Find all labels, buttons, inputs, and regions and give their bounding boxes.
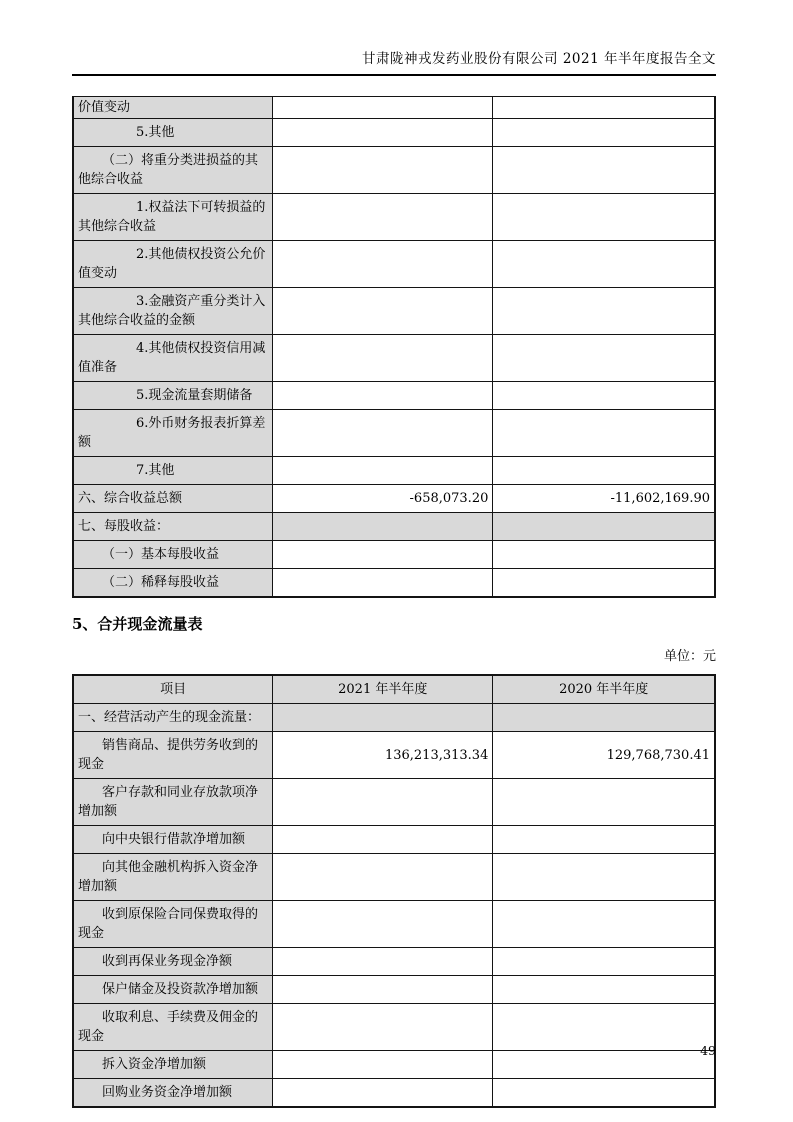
value-cell (273, 1051, 493, 1079)
value-cell (273, 119, 493, 147)
value-cell (273, 97, 493, 119)
value-cell (273, 826, 493, 854)
row-label-cell: （二）将重分类进损益的其他综合收益 (73, 147, 273, 194)
value-cell (273, 194, 493, 241)
value-cell: 129,768,730.41 (493, 732, 715, 779)
value-cell (493, 541, 715, 569)
row-label-cell: （二）稀释每股收益 (73, 569, 273, 598)
value-cell (493, 457, 715, 485)
table-row (73, 241, 715, 288)
table-row (73, 1079, 715, 1108)
value-cell (273, 976, 493, 1004)
value-cell (493, 335, 715, 382)
row-label-cell: （一）基本每股收益 (73, 541, 273, 569)
value-cell (493, 779, 715, 826)
value-cell (493, 1051, 715, 1079)
value-cell (493, 704, 715, 732)
value-cell (273, 1004, 493, 1051)
value-cell (273, 335, 493, 382)
value-cell (493, 194, 715, 241)
value-cell (273, 288, 493, 335)
row-label-cell: 3.金融资产重分类计入其他综合收益的金额 (73, 288, 273, 335)
row-label-cell: 六、综合收益总额 (73, 485, 273, 513)
row-label-cell: 收到再保业务现金净额 (73, 948, 273, 976)
value-cell (273, 410, 493, 457)
table-row (73, 147, 715, 194)
table-row (73, 901, 715, 948)
value-cell (493, 1079, 715, 1108)
unit-label: 单位：元 (663, 649, 716, 664)
value-cell (273, 569, 493, 598)
row-label-cell: 拆入资金净增加额 (73, 1051, 273, 1079)
row-label-cell: 价值变动 (73, 97, 273, 119)
value-cell: -658,073.20 (273, 485, 493, 513)
value-cell (273, 704, 493, 732)
value-cell (273, 1079, 493, 1108)
value-cell (493, 288, 715, 335)
table-row (73, 569, 715, 598)
value-cell (273, 854, 493, 901)
value-cell (493, 410, 715, 457)
row-label-cell: 5.现金流量套期储备 (73, 382, 273, 410)
value-cell: 136,213,313.34 (273, 732, 493, 779)
row-label-cell: 七、每股收益： (73, 513, 273, 541)
table-row (73, 119, 715, 147)
value-cell (273, 241, 493, 288)
page-number: 49 (700, 1043, 716, 1058)
value-cell (493, 241, 715, 288)
value-cell (493, 382, 715, 410)
table-row (73, 382, 715, 410)
table-row (73, 779, 715, 826)
table-row (73, 541, 715, 569)
table-row (73, 513, 715, 541)
value-cell (273, 382, 493, 410)
value-cell (493, 147, 715, 194)
value-cell: -11,602,169.90 (493, 485, 715, 513)
row-label-cell: 回购业务资金净增加额 (73, 1079, 273, 1108)
value-cell (273, 948, 493, 976)
value-cell (273, 779, 493, 826)
value-cell (273, 901, 493, 948)
column-header: 2021 年半年度 (273, 675, 493, 704)
table-row (73, 288, 715, 335)
value-cell (493, 948, 715, 976)
value-cell (273, 541, 493, 569)
table-row (73, 335, 715, 382)
row-label-cell: 1.权益法下可转损益的其他综合收益 (73, 194, 273, 241)
table-row (73, 732, 715, 779)
value-cell (493, 901, 715, 948)
table-row (73, 457, 715, 485)
column-header: 项目 (73, 675, 273, 704)
table-row (73, 826, 715, 854)
row-label-cell: 5.其他 (73, 119, 273, 147)
table-row (73, 976, 715, 1004)
value-cell (273, 457, 493, 485)
table-row (73, 1051, 715, 1079)
row-label-cell: 7.其他 (73, 457, 273, 485)
report-header-title: 甘肃陇神戎发药业股份有限公司 2021 年半年度报告全文 (72, 0, 716, 76)
section-heading-cash-flow-statement: 5、合并现金流量表 (72, 615, 203, 633)
table-header-row (73, 675, 715, 704)
cash-flow-table (72, 674, 716, 1108)
table-row (73, 1004, 715, 1051)
value-cell (493, 97, 715, 119)
value-cell (493, 119, 715, 147)
row-label-cell: 向中央银行借款净增加额 (73, 826, 273, 854)
row-label-cell: 6.外币财务报表折算差额 (73, 410, 273, 457)
table-row (73, 854, 715, 901)
table-row (73, 97, 715, 119)
value-cell (493, 854, 715, 901)
value-cell (493, 826, 715, 854)
row-label-cell: 向其他金融机构拆入资金净增加额 (73, 854, 273, 901)
column-header: 2020 年半年度 (493, 675, 715, 704)
value-cell (493, 569, 715, 598)
table-row (73, 704, 715, 732)
table-row (73, 948, 715, 976)
value-cell (493, 976, 715, 1004)
comprehensive-income-table (72, 96, 716, 598)
table-row (73, 485, 715, 513)
table-row (73, 194, 715, 241)
row-label-cell: 保户储金及投资款净增加额 (73, 976, 273, 1004)
row-label-cell: 销售商品、提供劳务收到的现金 (73, 732, 273, 779)
value-cell (273, 147, 493, 194)
value-cell (493, 513, 715, 541)
row-label-cell: 收取利息、手续费及佣金的现金 (73, 1004, 273, 1051)
row-label-cell: 收到原保险合同保费取得的现金 (73, 901, 273, 948)
row-label-cell: 4.其他债权投资信用减值准备 (73, 335, 273, 382)
value-cell (273, 513, 493, 541)
row-label-cell: 一、经营活动产生的现金流量： (73, 704, 273, 732)
value-cell (493, 1004, 715, 1051)
row-label-cell: 2.其他债权投资公允价值变动 (73, 241, 273, 288)
row-label-cell: 客户存款和同业存放款项净增加额 (73, 779, 273, 826)
table-row (73, 410, 715, 457)
